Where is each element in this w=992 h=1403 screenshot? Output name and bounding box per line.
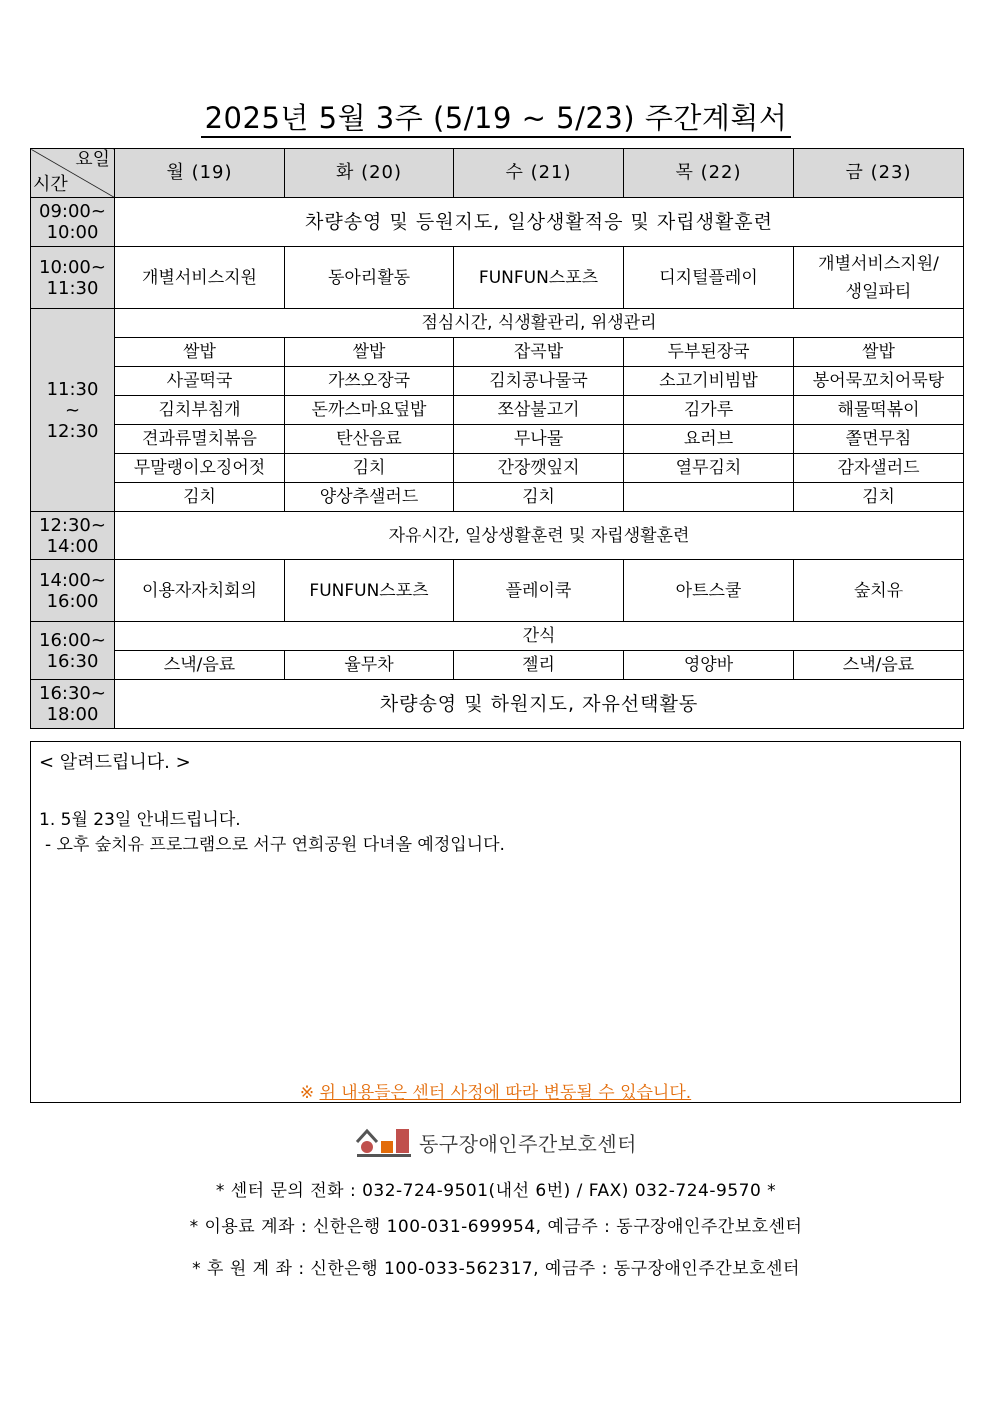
menu-item: 가쓰오장국 xyxy=(285,367,454,396)
notice-line-1: 1. 5월 23일 안내드립니다. xyxy=(39,810,241,830)
corner-day-label: 요일 xyxy=(75,149,110,170)
time-cell xyxy=(31,622,115,680)
menu-item: 김치 xyxy=(115,483,285,512)
menu-item: 간장깻잎지 xyxy=(454,454,624,483)
day-header-thu: 목 (22) xyxy=(624,149,794,198)
time-end: 16:00 xyxy=(46,590,99,612)
menu-item: 김치부침개 xyxy=(115,396,285,425)
menu-item: 봉어묵꼬치어묵탕 xyxy=(794,367,964,396)
time-start: 14:00~ xyxy=(39,569,106,591)
menu-item: 무말랭이오징어젓 xyxy=(115,454,285,483)
snack-item: 스낵/음료 xyxy=(794,651,964,680)
activity-fri-line2: 생일파티 xyxy=(845,281,912,302)
activity-cell: 자유시간, 일상생활훈련 및 자립생활훈련 xyxy=(115,512,964,560)
activity-thu: 디지털플레이 xyxy=(624,247,794,309)
menu-item: 두부된장국 xyxy=(624,338,794,367)
time-start: 10:00~ xyxy=(39,256,106,278)
menu-item: 김치 xyxy=(285,454,454,483)
snack-item: 젤리 xyxy=(454,651,624,680)
weekly-schedule-table xyxy=(30,148,964,729)
snack-item: 영양바 xyxy=(624,651,794,680)
time-end: 16:30 xyxy=(46,650,99,672)
menu-item: 양상추샐러드 xyxy=(285,483,454,512)
menu-item: 쌀밥 xyxy=(115,338,285,367)
menu-item xyxy=(624,483,794,512)
slot-1230-row xyxy=(31,512,964,560)
fee-account-line: * 이용료 계좌 : 신한은행 100-031-699954, 예금주 : 동구장애인주간보호센터 xyxy=(189,1217,803,1237)
time-end: 11:30 xyxy=(46,277,99,299)
menu-item: 사골떡국 xyxy=(115,367,285,396)
lunch-activity-cell: 점심시간, 식생활관리, 위생관리 xyxy=(115,309,964,338)
activity-fri xyxy=(794,247,964,309)
menu-item: 돈까스마요덮밥 xyxy=(285,396,454,425)
notice-box xyxy=(30,741,961,1103)
activity-wed: FUNFUN스포츠 xyxy=(454,247,624,309)
corner-cell xyxy=(31,149,115,198)
time-cell xyxy=(31,198,115,247)
menu-item: 무나물 xyxy=(454,425,624,454)
donation-account-line: * 후 원 계 좌 : 신한은행 100-033-562317, 예금주 : 동구장애인주간보호센터 xyxy=(192,1259,800,1279)
page-title-text: 2025년 5월 3주 (5/19 ~ 5/23) 주간계획서 xyxy=(201,101,792,138)
day-header-mon: 월 (19) xyxy=(115,149,285,198)
activity-tue: 동아리활동 xyxy=(285,247,454,309)
menu-item: 요러브 xyxy=(624,425,794,454)
menu-item: 열무김치 xyxy=(624,454,794,483)
menu-item: 소고기비빔밥 xyxy=(624,367,794,396)
day-header-wed: 수 (21) xyxy=(454,149,624,198)
menu-item: 김가루 xyxy=(624,396,794,425)
notice-warning xyxy=(31,1078,960,1103)
activity-wed: 플레이쿡 xyxy=(454,560,624,622)
time-cell xyxy=(31,309,115,512)
notice-line-2: - 오후 숲치유 프로그램으로 서구 연희공원 다녀올 예정입니다. xyxy=(45,835,505,855)
slot-1600-row xyxy=(31,622,964,651)
time-start: 16:30~ xyxy=(39,683,106,704)
menu-item: 쪼삼불고기 xyxy=(454,396,624,425)
day-header-fri: 금 (23) xyxy=(794,149,964,198)
menu-row xyxy=(31,338,964,367)
menu-item: 김치콩나물국 xyxy=(454,367,624,396)
snack-item: 율무차 xyxy=(285,651,454,680)
center-logo-icon xyxy=(355,1126,413,1158)
corner-time-label: 시간 xyxy=(33,174,68,195)
header-row xyxy=(31,149,964,198)
center-phone-line: * 센터 문의 전화 : 032-724-9501(내선 6번) / FAX) 032-724-9570 * xyxy=(215,1181,777,1201)
menu-row xyxy=(31,454,964,483)
menu-item: 쌀밥 xyxy=(794,338,964,367)
menu-item: 쌀밥 xyxy=(285,338,454,367)
menu-item: 견과류멸치볶음 xyxy=(115,425,285,454)
menu-row xyxy=(31,425,964,454)
time-start: 12:30~ xyxy=(39,514,106,536)
menu-item: 김치 xyxy=(794,483,964,512)
activity-tue: FUNFUN스포츠 xyxy=(285,560,454,622)
activity-cell: 차량송영 및 하원지도, 자유선택활동 xyxy=(115,680,964,729)
menu-item: 쫄면무침 xyxy=(794,425,964,454)
slot-1000-row xyxy=(31,247,964,309)
snack-activity-cell: 간식 xyxy=(115,622,964,651)
menu-row xyxy=(31,483,964,512)
slot-1130-row xyxy=(31,309,964,338)
center-name: 동구장애인주간보호센터 xyxy=(418,1131,638,1156)
time-separator: ~ xyxy=(64,399,81,421)
time-cell xyxy=(31,560,115,622)
snack-item: 스낵/음료 xyxy=(115,651,285,680)
time-cell xyxy=(31,680,115,729)
time-start: 09:00~ xyxy=(39,201,106,222)
slot-1630-row xyxy=(31,680,964,729)
activity-fri-line1: 개별서비스지원/ xyxy=(818,253,939,274)
menu-item: 감자샐러드 xyxy=(794,454,964,483)
center-logo xyxy=(0,1126,992,1162)
warning-mark: ※ xyxy=(299,1083,320,1103)
time-end: 18:00 xyxy=(46,704,99,725)
time-end: 10:00 xyxy=(46,222,99,243)
time-end: 12:30 xyxy=(46,420,99,442)
activity-thu: 아트스쿨 xyxy=(624,560,794,622)
day-header-tue: 화 (20) xyxy=(285,149,454,198)
menu-item: 김치 xyxy=(454,483,624,512)
notice-heading: < 알려드립니다. > xyxy=(39,752,191,773)
activity-mon: 개별서비스지원 xyxy=(115,247,285,309)
slot-0900-row xyxy=(31,198,964,247)
snack-row xyxy=(31,651,964,680)
time-start: 16:00~ xyxy=(39,629,106,651)
menu-row xyxy=(31,367,964,396)
time-end: 14:00 xyxy=(46,535,99,557)
slot-1400-row xyxy=(31,560,964,622)
menu-item: 해물떡볶이 xyxy=(794,396,964,425)
activity-mon: 이용자자치회의 xyxy=(115,560,285,622)
menu-row xyxy=(31,396,964,425)
time-cell xyxy=(31,247,115,309)
time-start: 11:30 xyxy=(46,378,99,400)
warning-text: 위 내용들은 센터 사정에 따라 변동될 수 있습니다. xyxy=(319,1083,692,1103)
activity-fri: 숲치유 xyxy=(794,560,964,622)
time-cell xyxy=(31,512,115,560)
activity-cell: 차량송영 및 등원지도, 일상생활적응 및 자립생활훈련 xyxy=(115,198,964,247)
menu-item: 탄산음료 xyxy=(285,425,454,454)
page-title xyxy=(0,96,992,137)
menu-item: 잡곡밥 xyxy=(454,338,624,367)
